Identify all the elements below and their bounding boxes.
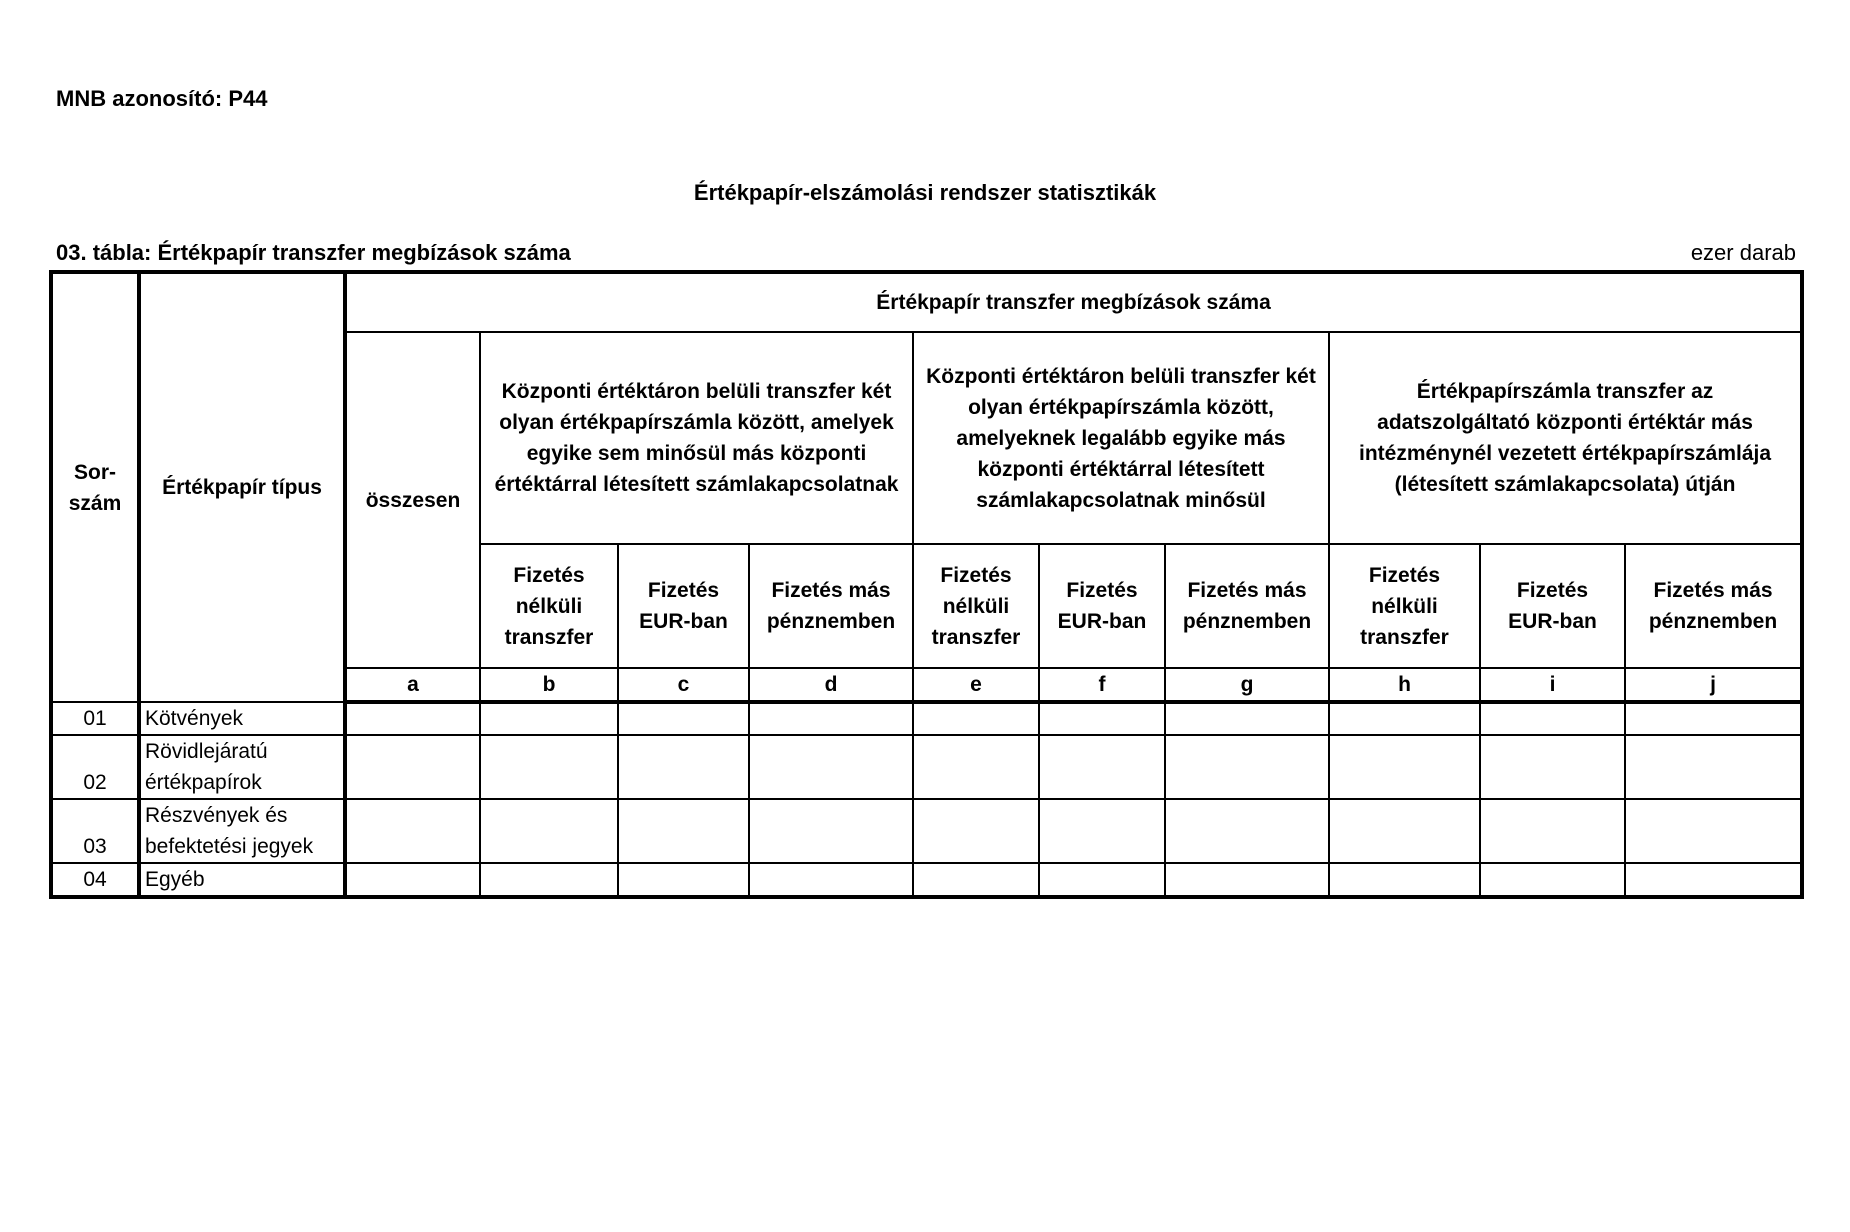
row-label-line: Kötvények <box>145 707 244 730</box>
data-cell-g[interactable] <box>1165 735 1329 799</box>
data-cell-e[interactable] <box>913 735 1039 799</box>
table-row <box>51 702 1802 735</box>
header-h-text: Fizetés nélküli transzfer <box>1360 563 1449 649</box>
data-cell-h[interactable] <box>1329 799 1480 863</box>
row-label <box>139 863 345 897</box>
data-cell-i[interactable] <box>1480 799 1625 863</box>
header-c-eur <box>618 544 749 668</box>
data-cell-a[interactable] <box>345 702 480 735</box>
header-group-1-text: Központi értéktáron belüli transzfer két olyan értékpapírszámla között, amelyek egyike sem minősül más központi értéktárral létesített számlakapcsolatnak <box>494 380 899 496</box>
row-code: 01 <box>51 702 139 735</box>
column-letter: e <box>913 668 1039 702</box>
row-code: 02 <box>51 735 139 799</box>
data-cell-f[interactable] <box>1039 799 1165 863</box>
header-group-3 <box>1329 332 1802 544</box>
data-cell-b[interactable] <box>480 702 618 735</box>
data-cell-b[interactable] <box>480 863 618 897</box>
data-cell-g[interactable] <box>1165 702 1329 735</box>
column-letter: i <box>1480 668 1625 702</box>
column-letter: h <box>1329 668 1480 702</box>
row-label-line: Rövidlejáratú <box>145 740 268 763</box>
statistics-table <box>49 270 1804 899</box>
row-label <box>139 799 345 863</box>
header-group-1 <box>480 332 913 544</box>
data-cell-f[interactable] <box>1039 863 1165 897</box>
column-letter: b <box>480 668 618 702</box>
row-code: 03 <box>51 799 139 863</box>
data-cell-h[interactable] <box>1329 863 1480 897</box>
table-row <box>51 863 1802 897</box>
header-g-other <box>1165 544 1329 668</box>
header-e-nopay <box>913 544 1039 668</box>
data-cell-d[interactable] <box>749 735 913 799</box>
header-i-text: Fizetés EUR-ban <box>1508 579 1597 633</box>
data-cell-a[interactable] <box>345 735 480 799</box>
header-g-text: Fizetés más pénznemben <box>1182 579 1312 633</box>
data-cell-i[interactable] <box>1480 702 1625 735</box>
header-b-text: Fizetés nélküli transzfer <box>504 563 594 649</box>
header-i-eur <box>1480 544 1625 668</box>
column-letter: d <box>749 668 913 702</box>
header-group-2-text: Központi értéktáron belüli transzfer két olyan értékpapírszámla között, amelyeknek legalább egyike más központi értéktárral létesített számlakapcsolatnak minősül <box>926 364 1316 512</box>
data-cell-f[interactable] <box>1039 702 1165 735</box>
page-title: Értékpapír-elszámolási rendszer statisztikák <box>693 180 1157 205</box>
data-cell-i[interactable] <box>1480 863 1625 897</box>
header-j-text: Fizetés más pénznemben <box>1648 579 1778 633</box>
column-letter: f <box>1039 668 1165 702</box>
header-group-title: Értékpapír transzfer megbízások száma <box>345 272 1802 332</box>
header-type: Értékpapír típus <box>139 272 345 702</box>
data-cell-g[interactable] <box>1165 863 1329 897</box>
row-label-line: értékpapírok <box>145 771 262 794</box>
data-cell-b[interactable] <box>480 735 618 799</box>
data-cell-a[interactable] <box>345 799 480 863</box>
column-letter: j <box>1625 668 1802 702</box>
data-cell-e[interactable] <box>913 799 1039 863</box>
data-cell-b[interactable] <box>480 799 618 863</box>
data-cell-c[interactable] <box>618 702 749 735</box>
data-cell-e[interactable] <box>913 863 1039 897</box>
header-group-3-text: Értékpapírszámla transzfer az adatszolgáltató központi értéktár más intézménynél vezetett értékpapírszámlája (létesített számlakapcsolata) útján <box>1359 380 1772 496</box>
row-label-line: Egyéb <box>145 868 205 891</box>
data-cell-j[interactable] <box>1625 799 1802 863</box>
row-label-line: befektetési jegyek <box>145 835 314 858</box>
data-cell-i[interactable] <box>1480 735 1625 799</box>
header-e-text: Fizetés nélküli transzfer <box>931 563 1021 649</box>
table-title: 03. tábla: Értékpapír transzfer megbízások száma <box>56 240 571 265</box>
header-d-other <box>749 544 913 668</box>
header-group-2 <box>913 332 1329 544</box>
data-cell-f[interactable] <box>1039 735 1165 799</box>
row-label-line: Részvények és <box>145 804 288 827</box>
header-c-text: Fizetés EUR-ban <box>639 579 728 633</box>
header-d-text: Fizetés más pénznemben <box>766 579 896 633</box>
row-label <box>139 702 345 735</box>
row-code: 04 <box>51 863 139 897</box>
data-cell-d[interactable] <box>749 863 913 897</box>
data-cell-h[interactable] <box>1329 702 1480 735</box>
mnb-identifier: MNB azonosító: P44 <box>56 86 268 111</box>
data-cell-d[interactable] <box>749 702 913 735</box>
data-cell-h[interactable] <box>1329 735 1480 799</box>
column-letter: a <box>345 668 480 702</box>
unit-label: ezer darab <box>1690 240 1796 265</box>
header-h-nopay <box>1329 544 1480 668</box>
data-cell-j[interactable] <box>1625 863 1802 897</box>
column-letter: c <box>618 668 749 702</box>
table-row <box>51 799 1802 863</box>
header-total: összesen <box>345 332 480 668</box>
table-row <box>51 735 1802 799</box>
header-j-other <box>1625 544 1802 668</box>
data-cell-j[interactable] <box>1625 735 1802 799</box>
data-cell-a[interactable] <box>345 863 480 897</box>
data-cell-d[interactable] <box>749 799 913 863</box>
header-f-text: Fizetés EUR-ban <box>1057 579 1147 633</box>
data-cell-g[interactable] <box>1165 799 1329 863</box>
header-sorszam-text: Sor-szám <box>68 460 122 515</box>
data-cell-c[interactable] <box>618 735 749 799</box>
header-sorszam <box>51 272 139 702</box>
data-cell-j[interactable] <box>1625 702 1802 735</box>
data-cell-c[interactable] <box>618 799 749 863</box>
data-cell-c[interactable] <box>618 863 749 897</box>
data-cell-e[interactable] <box>913 702 1039 735</box>
header-f-eur <box>1039 544 1165 668</box>
row-label <box>139 735 345 799</box>
column-letter: g <box>1165 668 1329 702</box>
header-b-nopay <box>480 544 618 668</box>
